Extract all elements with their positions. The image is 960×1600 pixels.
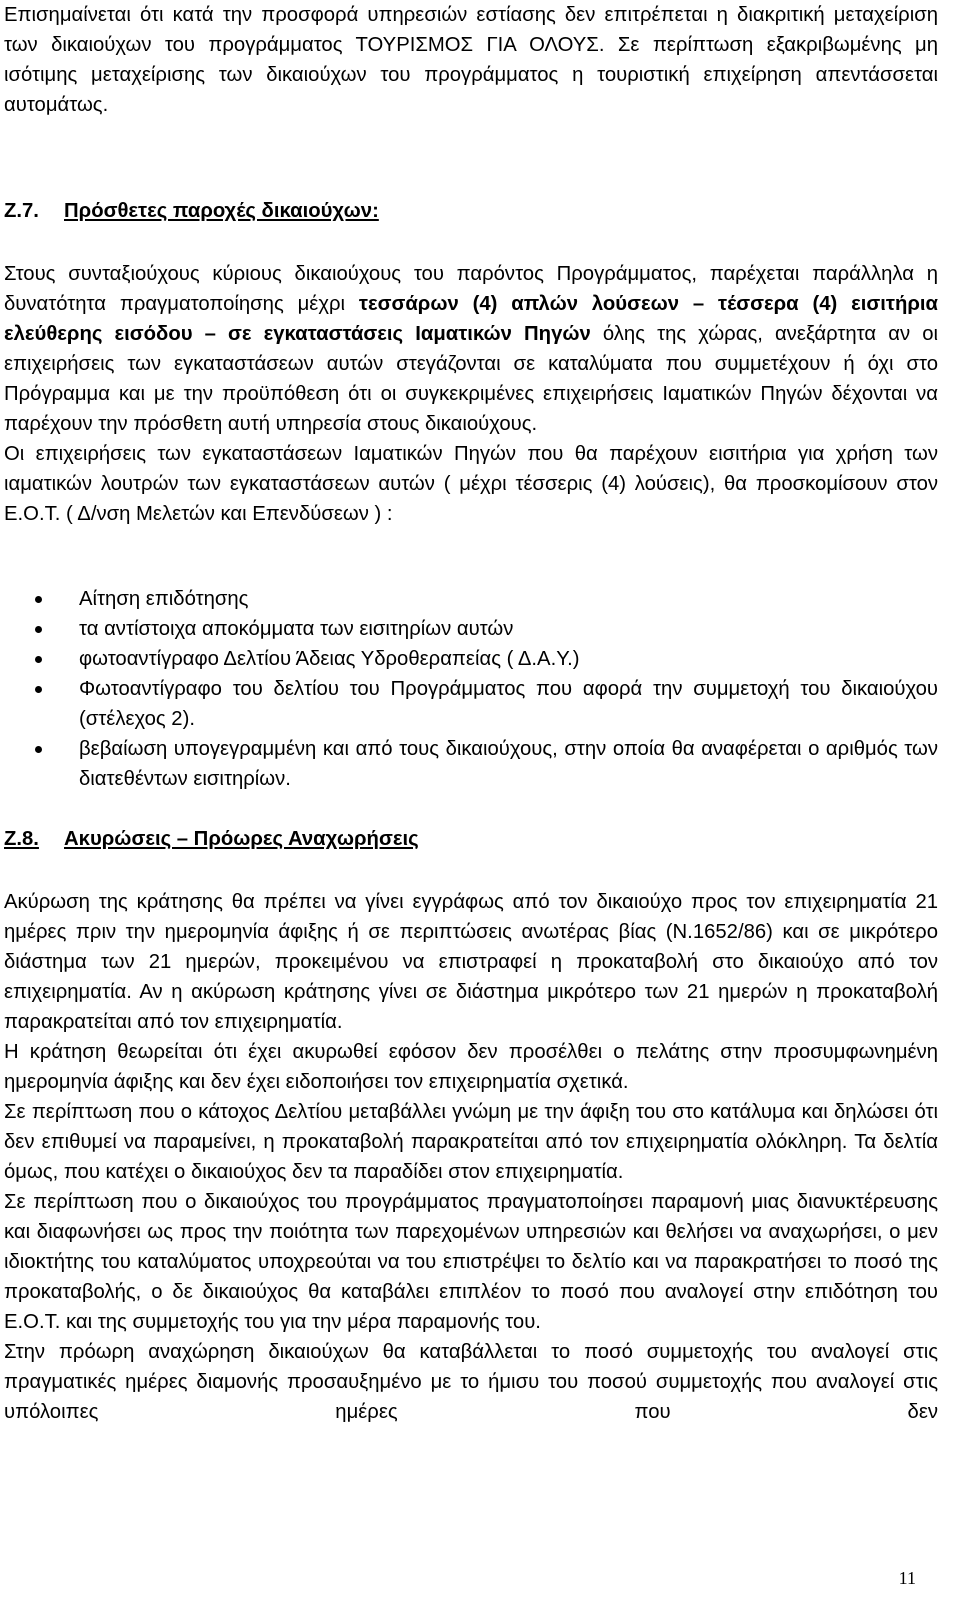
bullet-icon bbox=[35, 686, 42, 693]
page-number: 11 bbox=[898, 1568, 916, 1588]
bullet-icon bbox=[35, 596, 42, 603]
section-title: Πρόσθετες παροχές δικαιούχων: bbox=[64, 200, 379, 222]
bullet-icon bbox=[35, 746, 42, 753]
section-number: Ζ.7. bbox=[4, 200, 39, 222]
z8-paragraph: Ακύρωση της κράτησης θα πρέπει να γίνει εγγράφως από τον δικαιούχο προς τον επιχειρηματία 21 ημέρες πριν την ημερομηνία άφιξης ή σε περιπτώσεις ανωτέρας βίας (Ν.1652/86) και σε μικρότερο διάστημα των 21 ημερών, προκειμένου να επιστραφεί η προκαταβολή στο δικαιούχο από τον επιχειρηματία. Αν η ακύρωση κράτησης γίνει σε διάστημα μικρότερο των 21 ημερών η προκαταβολή παρακρατείται από τον επιχειρηματία. bbox=[4, 891, 938, 1033]
z7-paragraph-2: Οι επιχειρήσεις των εγκαταστάσεων Ιαματικών Πηγών που θα παρέχουν εισιτήρια για χρήση των ιαματικών λουτρών των εγκαταστάσεων αυτών ( μέχρι τέσσερις (4) λούσεις), θα προσκομίσουν στον Ε.Ο.Τ. ( Δ/νση Μελετών και Επενδύσεων ) : bbox=[4, 443, 938, 525]
z7-paragraph-1: Στους συνταξιούχους κύριους δικαιούχους του παρόντος Προγράμματος, παρέχεται παράλληλα η δυνατότητα πραγματοποίησης μέχρι τεσσάρων (4) απλών λούσεων – τέσσερα (4) εισιτήρια ελεύθερης εισόδου – σε εγκαταστάσεις Ιαματικών Πηγών όλης της χώρας, ανεξάρτητα αν οι επιχειρήσεις των εγκαταστάσεων αυτών στεγάζονται σε καταλύματα που συμμετέχουν ή όχι στο Πρόγραμμα και με την προϋπόθεση ότι οι συγκεκριμένες επιχειρήσεις Ιαματικών Πηγών δέχονται να παρέχουν την πρόσθετη αυτή υπηρεσία στους δικαιούχους. bbox=[4, 263, 938, 435]
list-item: φωτοαντίγραφο Δελτίου Άδειας Υδροθεραπείας ( Δ.Α.Υ.) bbox=[4, 644, 938, 674]
z8-paragraph: Στην πρόωρη αναχώρηση δικαιούχων θα καταβάλλεται το ποσό συμμετοχής του αναλογεί στις πραγματικές ημέρες διαμονής προσαυξημένο με το ήμισυ του ποσού συμμετοχής που αναλογεί στις υπόλοιπες ημέρες που δεν bbox=[4, 1341, 938, 1423]
z8-paragraph: Σε περίπτωση που ο κάτοχος Δελτίου μεταβάλλει γνώμη με την άφιξη του στο κατάλυμα και δηλώσει ότι δεν επιθυμεί να παραμείνει, η προκαταβολή παρακρατείται από τον επιχειρηματία ολόκληρη. Τα δελτία όμως, που κατέχει ο δικαιούχος δεν τα παραδίδει στον επιχειρηματία. bbox=[4, 1101, 938, 1183]
list-item: βεβαίωση υπογεγραμμένη και από τους δικαιούχους, στην οποία θα αναφέρεται ο αριθμός των διατεθέντων εισιτηρίων. bbox=[4, 734, 938, 794]
section-title: Ακυρώσεις – Πρόωρες Αναχωρήσεις bbox=[64, 828, 419, 850]
section-z7-heading bbox=[4, 196, 938, 226]
bullet-icon bbox=[35, 656, 42, 663]
bullet-icon bbox=[35, 626, 42, 633]
z8-paragraph: Σε περίπτωση που ο δικαιούχος του προγράμματος πραγματοποίησει παραμονή μιας διανυκτέρευσης και διαφωνήσει ως προς την ποιότητα των παρεχομένων υπηρεσιών και θελήσει να αναχωρήσει, ο μεν ιδιοκτήτης του καταλύματος υποχρεούται να του επιστρέψει το δελτίο και να παρακρατήσει το ποσό της προκαταβολής, ο δε δικαιούχος θα καταβάλει επιπλέον το ποσό που αναλογεί στην επιδότηση του Ε.Ο.Τ. και της συμμετοχής του για την μέρα παραμονής του. bbox=[4, 1191, 938, 1333]
section-z8-heading bbox=[4, 824, 938, 854]
list-item: τα αντίστοιχα αποκόμματα των εισιτηρίων αυτών bbox=[4, 614, 938, 644]
list-item: Φωτοαντίγραφο του δελτίου του Προγράμματος που αφορά την συμμετοχή του δικαιούχου (στέλεχος 2). bbox=[4, 674, 938, 734]
list-item: Αίτηση επιδότησης bbox=[4, 584, 938, 614]
requirements-list bbox=[4, 584, 938, 794]
z8-paragraph: Η κράτηση θεωρείται ότι έχει ακυρωθεί εφόσον δεν προσέλθει ο πελάτης στην προσυμφωνημένη ημερομηνία άφιξης και δεν έχει ειδοποιήσει τον επιχειρηματία σχετικά. bbox=[4, 1041, 938, 1093]
section-number: Ζ.8. bbox=[4, 828, 39, 850]
intro-paragraph: Επισημαίνεται ότι κατά την προσφορά υπηρεσιών εστίασης δεν επιτρέπεται η διακριτική μεταχείριση των δικαιούχων του προγράμματος ΤΟΥΡΙΣΜΟΣ ΓΙΑ ΟΛΟΥΣ. Σε περίπτωση εξακριβωμένης μη ισότιμης μεταχείρισης των δικαιούχων του προγράμματος η τουριστική επιχείρηση απεντάσσεται αυτομάτως. bbox=[4, 4, 938, 116]
